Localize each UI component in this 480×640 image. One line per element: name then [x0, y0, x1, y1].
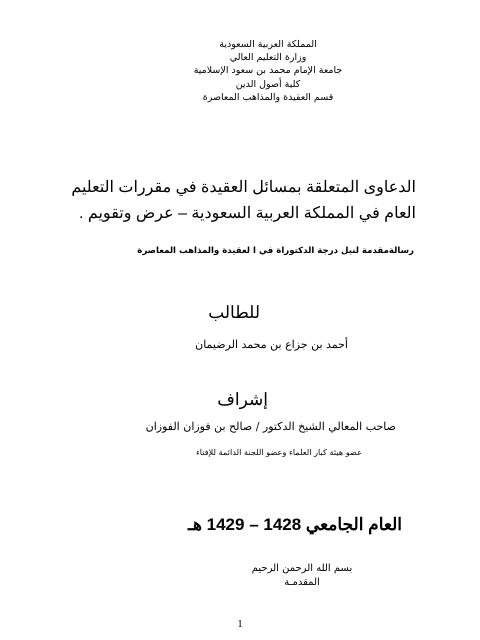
header-line-country: المملكة العربية السعودية — [219, 39, 317, 50]
supervisor-name: صاحب المعالي الشيخ الدكتور / صالح بن فوزان الفوزان — [145, 420, 396, 433]
closing-block — [242, 562, 362, 590]
introduction-heading: المقدمـة — [284, 577, 320, 588]
header-line-college: كلية أصول الدين — [235, 78, 301, 90]
header-line-university: جامعة الإمام محمد بن سعود الإسلامية — [193, 65, 343, 77]
supervision-heading: إشراف — [217, 390, 268, 409]
thesis-subtitle: رسالةمقدمة لنيل درجة الدكتوراة في ا لعقيدة والمذاهب المعاصرة — [137, 246, 414, 256]
header-line-department: قسم العقيدة والمذاهب المعاصرة — [202, 91, 334, 103]
institution-header — [138, 38, 398, 104]
supervisor-title: عضو هيئة كبار العلماء وعضو اللجنة الدائمة للإفتاء — [195, 447, 362, 457]
basmala: بسم الله الرحمن الرحيم — [251, 563, 353, 574]
page-number: 1 — [237, 618, 243, 630]
academic-year: العام الجامعي 1428 – 1429 هـ — [187, 515, 402, 534]
thesis-title-line-2: العام في المملكة العربية السعودية – عرض وتقويم . — [78, 205, 416, 222]
header-line-ministry: وزارة التعليم العالي — [229, 52, 307, 64]
thesis-title-line-1: الدعاوى المتعلقة بمسائل العقيدة في مقررات التعليم — [71, 179, 416, 196]
student-heading: للطالب — [208, 303, 260, 322]
student-name: أحمد بن جزاع بن محمد الرضيمان — [195, 338, 348, 351]
